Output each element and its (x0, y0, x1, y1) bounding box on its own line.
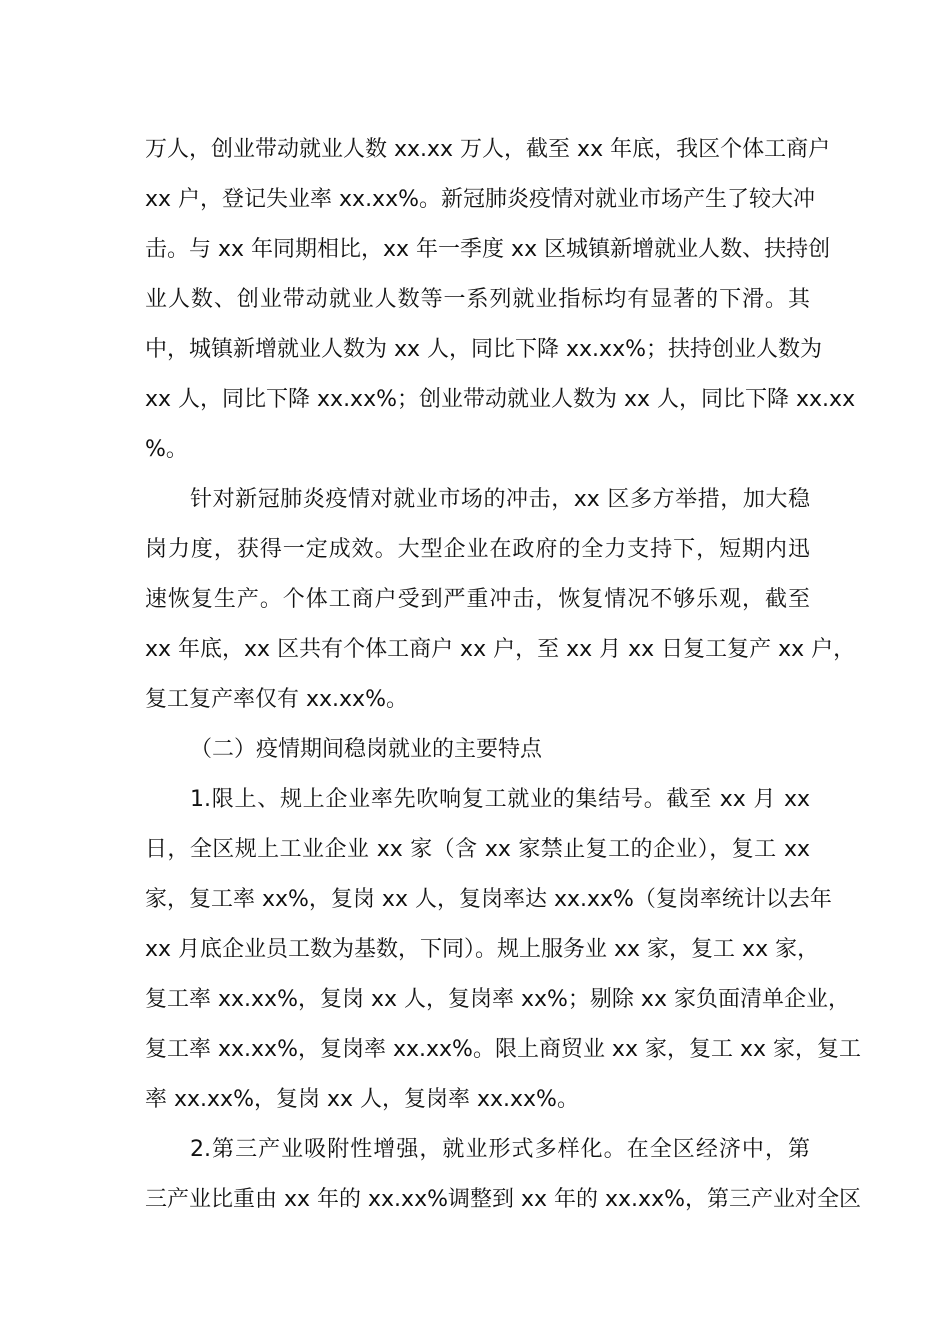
paragraph-first-line: 针对新冠肺炎疫情对就业市场的冲击，xx 区多方举措，加大稳 (190, 487, 810, 512)
paragraph-line: xx 人，同比下降 xx.xx%；创业带动就业人数为 xx 人，同比下降 xx.xx (145, 387, 856, 412)
paragraph-line: xx 户，登记失业率 xx.xx%。新冠肺炎疫情对就业市场产生了较大冲 (145, 187, 816, 212)
paragraph-line: 业人数、创业带动就业人数等一系列就业指标均有显著的下滑。其 (145, 287, 810, 312)
section-heading: （二）疫情期间稳岗就业的主要特点 (190, 737, 543, 762)
paragraph-line: 复工率 xx.xx%，复岗 xx 人，复岗率 xx%；剔除 xx 家负面清单企业， (145, 987, 850, 1012)
paragraph-line: 三产业比重由 xx 年的 xx.xx%调整到 xx 年的 xx.xx%，第三产业对全区 (145, 1187, 861, 1212)
paragraph-line: xx 年底，xx 区共有个体工商户 xx 户，至 xx 月 xx 日复工复产 xx 户， (145, 637, 856, 662)
paragraph-line: 家，复工率 xx%，复岗 xx 人，复岗率达 xx.xx%（复岗率统计以去年 (145, 887, 832, 912)
paragraph-line: xx 月底企业员工数为基数，下同）。规上服务业 xx 家，复工 xx 家， (145, 937, 820, 962)
paragraph-first-line: 2.第三产业吸附性增强，就业形式多样化。在全区经济中，第 (190, 1137, 810, 1162)
paragraph-line: %。 (145, 437, 188, 462)
paragraph-line: 万人，创业带动就业人数 xx.xx 万人，截至 xx 年底，我区个体工商户 (145, 137, 831, 162)
paragraph-line: 复工复产率仅有 xx.xx%。 (145, 687, 408, 712)
paragraph-line: 岗力度，获得一定成效。大型企业在政府的全力支持下，短期内迅 (145, 537, 810, 562)
paragraph-line: 率 xx.xx%，复岗 xx 人，复岗率 xx.xx%。 (145, 1087, 579, 1112)
paragraph-line: 复工率 xx.xx%，复岗率 xx.xx%。限上商贸业 xx 家，复工 xx 家，复工 (145, 1037, 861, 1062)
paragraph-line: 中，城镇新增就业人数为 xx 人，同比下降 xx.xx%；扶持创业人数为 (145, 337, 822, 362)
paragraph-line: 击。与 xx 年同期相比，xx 年一季度 xx 区城镇新增就业人数、扶持创 (145, 237, 831, 262)
paragraph-line: 速恢复生产。个体工商户受到严重冲击，恢复情况不够乐观，截至 (145, 587, 810, 612)
paragraph-first-line: 1.限上、规上企业率先吹响复工就业的集结号。截至 xx 月 xx (190, 787, 810, 812)
paragraph-line: 日，全区规上工业企业 xx 家（含 xx 家禁止复工的企业），复工 xx (145, 837, 810, 862)
